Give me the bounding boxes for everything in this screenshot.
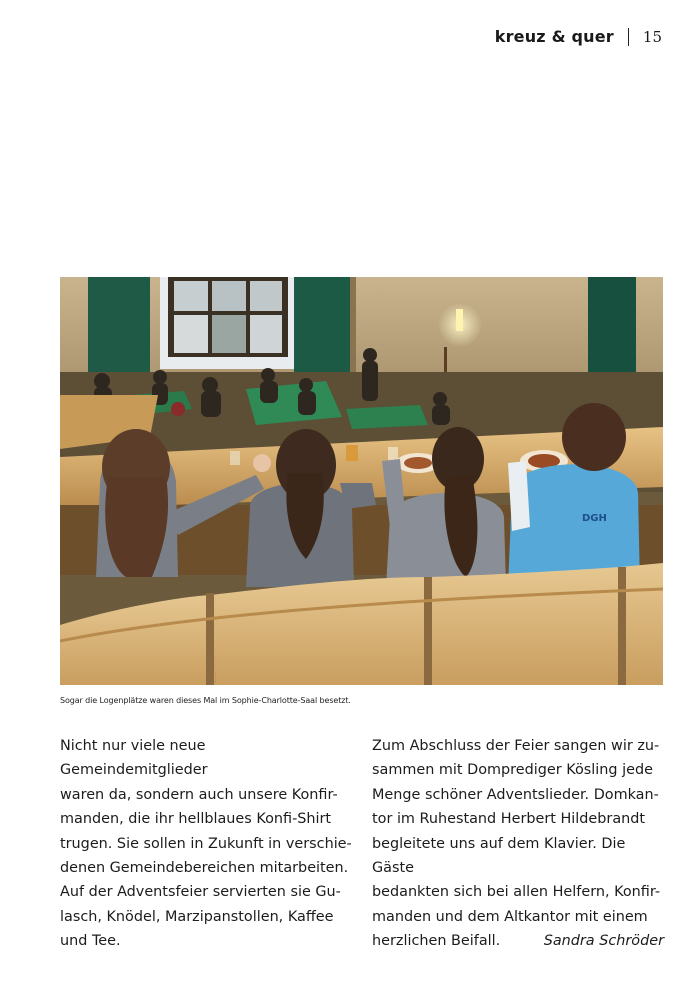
text-line: Nicht nur viele neue Gemeindemitglieder	[60, 738, 208, 779]
article-column-right	[372, 734, 664, 954]
text-line: Zum Abschluss der Feier sangen wir zu-	[372, 738, 660, 754]
photo-caption: Sogar die Logenplätze waren dieses Mal im Sophie-Charlotte-Saal besetzt.	[60, 696, 351, 705]
text-line: begleitete uns auf dem Klavier. Die Gäste	[372, 835, 626, 877]
text-line: herzlichen Beifall.	[372, 933, 501, 950]
header-divider	[628, 28, 629, 46]
text-line: denen Gemeindebereichen mitarbeiten.	[60, 860, 349, 877]
event-photo	[60, 277, 663, 685]
lamp	[456, 309, 463, 331]
text-line: sammen mit Domprediger Kösling jede	[372, 762, 653, 779]
author-signature: Sandra Schröder	[543, 933, 664, 950]
magazine-title: kreuz & quer	[494, 27, 614, 46]
text-line: Auf der Adventsfeier servierten sie Gu-	[60, 884, 341, 901]
seat-row	[60, 563, 663, 685]
glass	[230, 451, 240, 465]
text-line: manden, die ihr hellblaues Konfi-Shirt	[60, 811, 332, 828]
text-line: und Tee.	[60, 933, 121, 950]
text-line: waren da, sondern auch unsere Konfir-	[60, 786, 338, 803]
page-number: 15	[642, 27, 662, 46]
text-line: bedankten sich bei allen Helfern, Konfir-	[372, 884, 661, 901]
page-header	[495, 27, 662, 46]
glass	[346, 445, 358, 461]
curtain-left	[88, 277, 150, 377]
text-line: Menge schöner Adventslieder. Domkan-	[372, 786, 659, 803]
text-line: trugen. Sie sollen in Zukunft in verschie-	[60, 835, 352, 852]
text-line: tor im Ruhestand Herbert Hildebrandt	[372, 811, 646, 828]
hall-window	[160, 277, 296, 369]
text-line: manden und dem Altkantor mit einem	[372, 908, 648, 925]
closing-line	[372, 929, 664, 953]
text-line: lasch, Knödel, Marzipanstollen, Kaffee	[60, 908, 334, 925]
article-column-left	[60, 734, 352, 954]
curtain-middle	[294, 277, 350, 387]
shirt-print: DGH	[582, 513, 607, 524]
